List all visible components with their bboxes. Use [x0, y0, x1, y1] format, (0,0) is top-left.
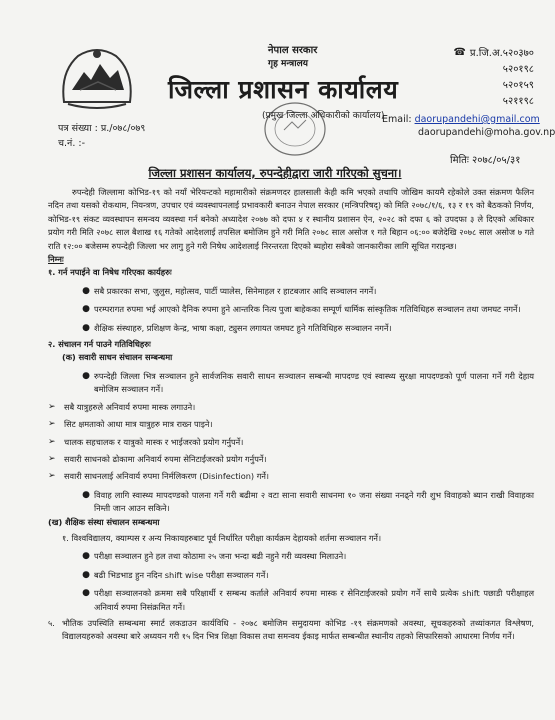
- notice-title: जिल्ला प्रशासन कार्यालय, रुपन्देहीद्वारा जारी गरिएको सुचना।: [148, 166, 402, 180]
- phone-number: ५२११९८: [502, 96, 534, 107]
- reference-number: पत्र संख्या : प्र./०७८/०७९: [58, 123, 146, 134]
- list-item: ➢ सबै यात्रुहरुले अनिवार्य रुपमा मास्क लगाउने।: [48, 401, 534, 414]
- notice-body: [48, 186, 534, 644]
- office-title: जिल्ला प्रशासन कार्यालय: [168, 75, 399, 104]
- email-primary: [382, 114, 540, 125]
- list-item: ➢ चालक सहचालक र यात्रुको मास्क र भाईजरको प्रयोग गर्नुपर्ने।: [48, 436, 534, 449]
- list-item: ● बढी भिडभाड हुन नदिन shift wise परीक्षा सञ्चालन गर्ने।: [82, 569, 269, 580]
- phone-number: प्र.जि.अ.५२०३७०: [469, 48, 534, 59]
- list-item: ● रुपन्देही जिल्ला भित्र सञ्चालन हुने सार्वजनिक सवारी साधन सञ्चालन सम्बन्धी मापदण्ड एवं स्वास्थ्य सुरक्षा मापदण्डको पूर्ण पालना गर्ने गरी देहाय बमोजिम सञ्चालन गर्ने।: [82, 370, 534, 395]
- list-item: ● सबै प्रकारका सभा, जुलुस, महोत्सव, पार्टी प्यालेस, सिनेमाहल र हाटबजार आदि सञ्चालन नगर्ने।: [82, 285, 377, 296]
- sub-a-heading: (क) सवारी साधन संचालन सम्बन्धमा: [62, 352, 173, 363]
- ministry-name: गृह मन्त्रालय: [268, 59, 308, 69]
- section1-heading: १. गर्न नपाईने वा निषेध गरिएका कार्यहरुः: [48, 267, 172, 278]
- phone-icon: ☎: [453, 46, 466, 58]
- list-item: ➢ सवारी साधनलाई अनिवार्य रुपमा निर्मलिकरण (Disinfection) गर्ने।: [48, 470, 534, 483]
- list-item: ● विवाह लागि स्वास्थ्य मापदण्डको पालना गर्ने गरी बढीमा २ वटा साना सवारी साधनमा १० जना संख्या ननढ्ने गरी शुभ विवाहको ब्यान राखी विवाहका निम्ती जान आउन सकिने।: [82, 489, 534, 514]
- office-subtitle: (प्रमुख जिल्ला अधिकारीको कार्यालय): [262, 111, 385, 121]
- phone-number: ५२०१९८: [502, 64, 534, 75]
- sub-b-intro: १. विश्वविद्यालय, क्याम्पस र अन्य निकायहरुबाट पूर्व निर्धारित परीक्षा कार्यक्रम देहायको शर्तमा सञ्चालन गर्ने।: [62, 532, 382, 543]
- chevron-right-icon: ➢: [48, 401, 56, 412]
- list-item: ➢ सिट क्षमताको आधा मात्र यात्रुहरु मात्र राख्न पाइने।: [48, 418, 534, 431]
- dispatch-number: च.नं. :-: [58, 138, 85, 149]
- phone-numbers: [424, 44, 534, 108]
- government-name: नेपाल सरकार: [268, 45, 318, 56]
- phone-number: ५२०१५९: [502, 80, 534, 91]
- list-item: ● शैक्षिक संस्थाहरु, प्रशिक्षण केन्द्र, भाषा कक्षा, ट्युसन लगायत जमघट हुने गतिविधिहरु सञ्चालन नगर्ने।: [82, 322, 392, 333]
- nepal-emblem-icon: [58, 42, 136, 112]
- list-item: ● परीक्षा सञ्चालनको क्रममा सबै परिक्षार्थी र सम्बन्ध कर्ताले अनिवार्य रुपमा मास्क र सेनिटाईजरको प्रयोग गर्ने साथै प्रत्येक shift पछाडी परीक्षाहल अनिवार्य रुपमा निसंक्रमित गर्ने।: [82, 588, 534, 612]
- numbered-item: ५. भौतिक उपस्थिति सम्बन्धमा स्मार्ट लकडाउन कार्यविधि - २०७८ बमोजिम समुदायमा कोभिड -१९ संक्रमणको अवस्था, सूचकहरुको तथ्यांकगत विश्लेषण, विद्यालयहरुको अवस्था बारे अध्ययन गरी १५ दिन भित्र शिक्षा विकास तथा समन्वय ईकाइ मार्फत सम्बन्धीत स्थानीय तहको सिफारिसको आधारमा निर्णय गर्ने।: [48, 617, 534, 644]
- chevron-right-icon: ➢: [48, 471, 56, 482]
- item-number: ५.: [48, 617, 55, 628]
- list-item: ● परीक्षा सञ्चालन हुने हल तथा कोठामा २५ जना भन्दा बढी नहुने गरी व्यवस्था मिलाउने।: [82, 551, 347, 562]
- email-secondary: daorupandehi@moha.gov.np: [418, 127, 555, 138]
- intro-paragraph: रुपन्देही जिल्लामा कोभिड-१९ को नयाँ भेरियन्टको महामारीको संक्रमणदर हालसाली केही कमि भएको तथापि जोखिम कायमै रहेकोले उक्त संक्रमण फैलिन नदिन तथा यसको रोकथाम, नियन्त्रण, उपचार एवं व्यवस्थापनलाई प्रभावकारी बनाउन नेपाल सरकार (मन्त्रिपरिषद्) को मिति २०७८/१/६, १३ र १९ को बैठकको निर्णय, कोभिड-१९ संकट व्यवस्थापन समन्वय व्यवस्था गर्न बनेको अध्यादेश २०७७ को दफा ४ र स्थानीय प्रशासन ऐन, २०२८ को दफा ६ को उपदफा ३ ले दिएको अधिकार प्रयोग गरी मिति २०७८ साल बैशाख १६ गतेको आदेशलाई तपसिल बमोजिम हुने गरी मिति २०७८ साल असोज १ गते बिहान ०६:०० बजेदेखि २०७८ साल असोज ७ गते राति १२:०० बजेसम्म रुपन्देही जिल्ला भर लागु हुने गरी निषेध आदेशलाई निरन्तरता दिएको ब्यहोरा सबैको जानकारीका लागि सूचित गराइन्छ।: [48, 187, 534, 251]
- email-label: Email:: [382, 114, 412, 125]
- conditions-label: निम्नः: [48, 254, 64, 265]
- email-link-primary[interactable]: daorupandehi@gmail.com: [414, 114, 540, 125]
- sub-b-heading: (ख) शैक्षिक संस्था संचालन सम्बन्धमा: [48, 516, 160, 527]
- section2-heading: २. संचालन गर्न पाउने गतिविधिहरुः: [48, 339, 151, 350]
- list-item: ● परम्परागत रुपमा भई आएको दैनिक रुपमा हुने आन्तरिक नित्य पुजा बाहेकका सम्पूर्ण धार्मिक सांस्कृतिक गतिविधिहरु सञ्चालन तथा जमघट नगर्ने।: [82, 304, 521, 315]
- letter-date: मितिः २०७८/०५/३१: [450, 155, 521, 166]
- chevron-right-icon: ➢: [48, 436, 56, 447]
- chevron-right-icon: ➢: [48, 419, 56, 430]
- chevron-right-icon: ➢: [48, 453, 56, 464]
- list-item: ➢ सवारी साधनको ढोकामा अनिवार्य रुपमा सेनिटाईजरको प्रयोग गर्नुपर्ने।: [48, 453, 534, 466]
